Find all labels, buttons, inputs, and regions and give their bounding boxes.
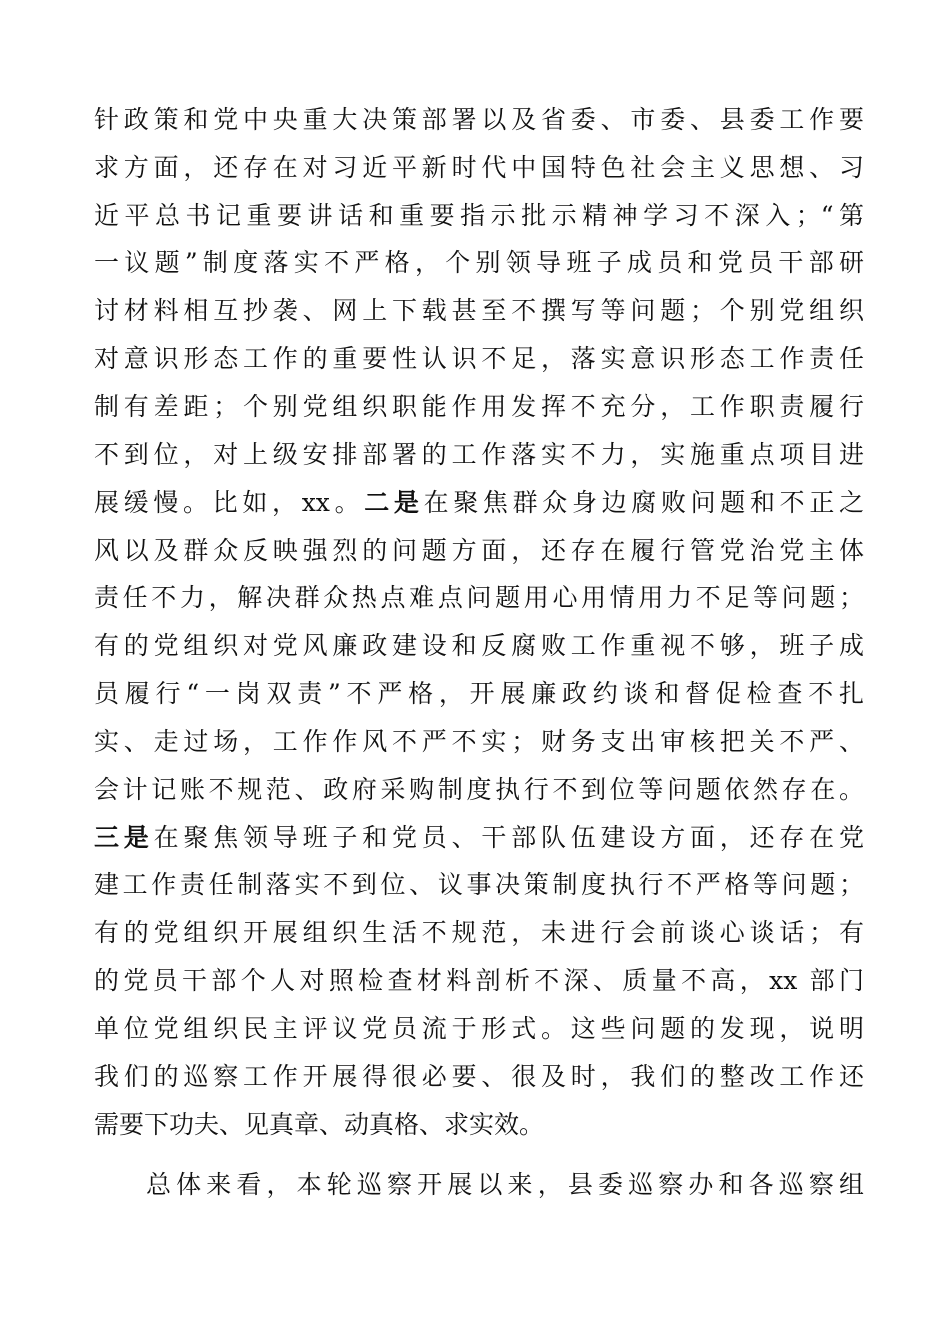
text-line — [94, 243, 864, 283]
text-line — [94, 291, 864, 331]
text-span: 一议题”制度落实不严格，个别领导班子成员和党员干部研 — [94, 248, 864, 277]
text-span: 的党员干部个人对照检查材料剖析不深、质量不高，xx 部门 — [94, 966, 864, 995]
text-span: 责任不力，解决群众热点难点问题用心用情用力不足等问题； — [94, 583, 864, 612]
text-span: 员履行“一岗双责”不严格，开展廉政约谈和督促检查不扎 — [94, 679, 864, 708]
text-span: 总体来看，本轮巡察开展以来，县委巡察办和各巡察组 — [146, 1170, 864, 1199]
text-line — [94, 674, 864, 714]
text-span: 对意识形态工作的重要性认识不足，落实意识形态工作责任 — [94, 344, 864, 373]
text-line — [94, 196, 864, 236]
text-span: 在聚焦领导班子和党员、干部队伍建设方面，还存在党 — [153, 823, 864, 852]
emphasis-label: 三是 — [94, 823, 154, 852]
text-span: 我们的巡察工作开展得很必要、很及时，我们的整改工作还 — [94, 1062, 864, 1091]
text-line — [94, 578, 864, 618]
text-span: 有的党组织开展组织生活不规范，未进行会前谈心谈话；有 — [94, 918, 864, 947]
text-span: 建工作责任制落实不到位、议事决策制度执行不严格等问题； — [94, 870, 864, 899]
text-line — [94, 626, 864, 666]
text-span: 风以及群众反映强烈的问题方面，还存在履行管党治党主体 — [94, 536, 864, 565]
text-line — [94, 148, 864, 188]
text-line — [146, 1165, 864, 1205]
text-span: 求方面，还存在对习近平新时代中国特色社会主义思想、习 — [94, 153, 864, 182]
text-line — [94, 913, 864, 953]
text-span: 不到位，对上级安排部署的工作落实不力，实施重点项目进 — [94, 440, 864, 469]
text-span: 展缓慢。比如，xx。 — [94, 488, 365, 517]
text-line — [94, 1009, 864, 1049]
text-span: 需要下功夫、见真章、动真格、求实效。 — [94, 1110, 545, 1139]
text-span: 有的党组织对党风廉政建设和反腐败工作重视不够，班子成 — [94, 631, 864, 660]
text-line — [94, 339, 864, 379]
text-line — [94, 818, 864, 858]
text-line — [94, 435, 864, 475]
text-line — [94, 865, 864, 905]
text-span: 讨材料相互抄袭、网上下载甚至不撰写等问题；个别党组织 — [94, 296, 864, 325]
text-span: 制有差距；个别党组织职能作用发挥不充分，工作职责履行 — [94, 392, 864, 421]
text-line — [94, 483, 864, 523]
text-line — [94, 961, 864, 1001]
text-line — [94, 531, 864, 571]
text-line — [94, 1105, 864, 1145]
text-line — [94, 1057, 864, 1097]
emphasis-label: 二是 — [364, 488, 424, 517]
text-span: 单位党组织民主评议党员流于形式。这些问题的发现，说明 — [94, 1014, 864, 1043]
text-line — [94, 770, 864, 810]
text-span: 实、走过场，工作作风不严不实；财务支出审核把关不严、 — [94, 727, 864, 756]
text-span: 在聚焦群众身边腐败问题和不正之 — [423, 488, 864, 517]
text-line — [94, 387, 864, 427]
text-line — [94, 100, 864, 140]
text-span: 会计记账不规范、政府采购制度执行不到位等问题依然存在。 — [94, 775, 864, 804]
text-span: 近平总书记重要讲话和重要指示批示精神学习不深入；“第 — [94, 201, 864, 230]
text-span: 针政策和党中央重大决策部署以及省委、市委、县委工作要 — [94, 105, 864, 134]
text-line — [94, 722, 864, 762]
